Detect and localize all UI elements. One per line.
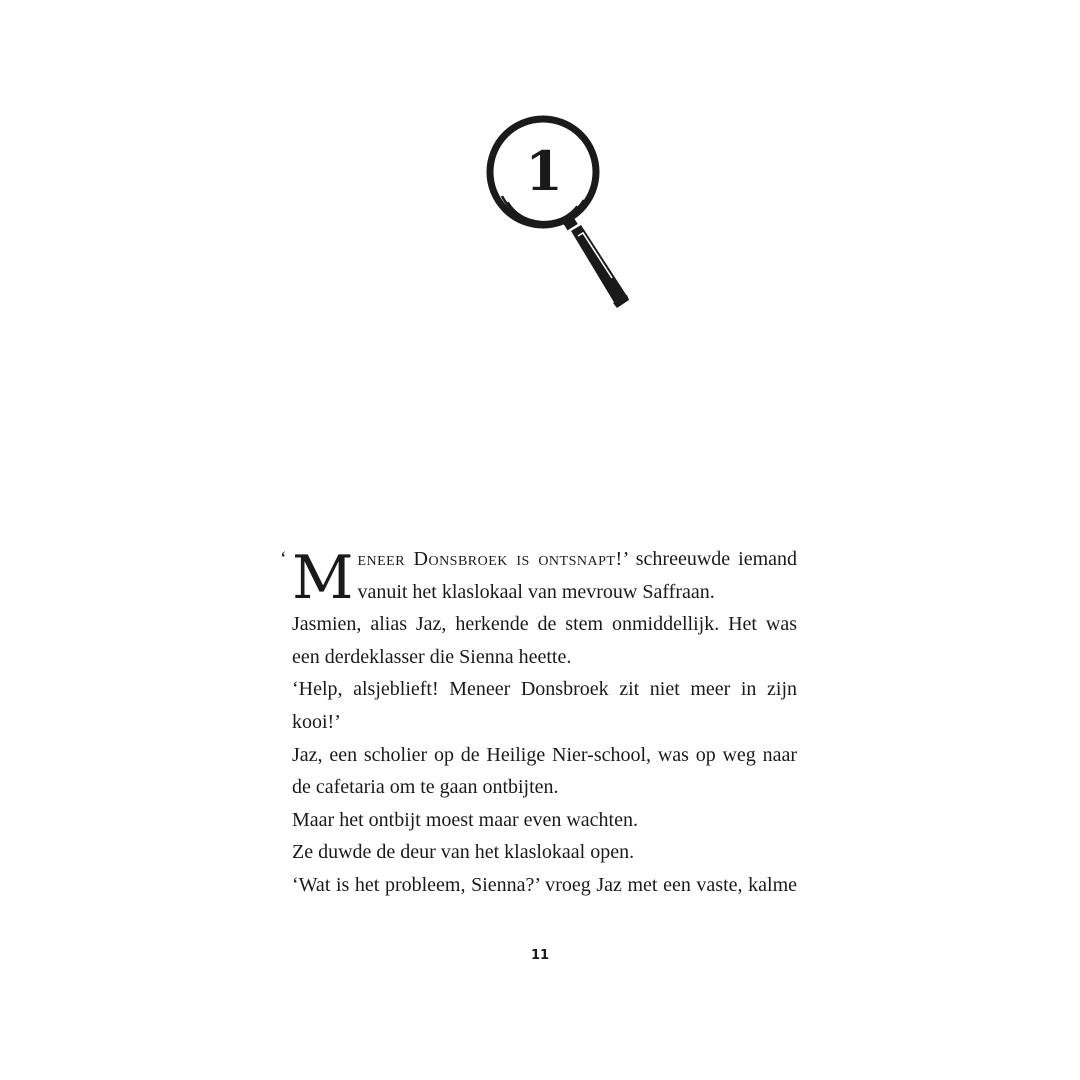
paragraph: ‘Help, alsjeblieft! Meneer Donsbroek zit niet meer in zijn kooi!’ xyxy=(292,678,797,733)
drop-cap: M xyxy=(292,543,354,613)
paragraph: Maar het ontbijt moest maar even wachten. xyxy=(292,808,638,831)
page-number: 11 xyxy=(530,948,550,963)
paragraph: ‘Wat is het probleem, Sienna?’ vroeg Jaz met een vaste, kalme xyxy=(292,873,797,896)
story-text xyxy=(280,543,798,902)
paragraph: Jaz, een scholier op de Heilige Nier-school, was op weg naar de cafetaria om te gaan ontbijten. xyxy=(292,743,797,799)
lead-in-rest: ’ schreeuwde iemand vanuit het klaslokaal van mevrouw Saffraan. xyxy=(357,548,798,603)
opening-quote: ‘ xyxy=(280,548,287,570)
paragraph: Jasmien, alias Jaz, herkende de stem onmiddellijk. Het was een derdeklasser die Sienna heette. xyxy=(292,613,797,668)
paragraph: Ze duwde de deur van het klaslokaal open. xyxy=(292,841,635,864)
lead-in-smallcaps: eneer Donsbroek is ontsnapt! xyxy=(357,548,623,570)
chapter-number: 1 xyxy=(525,139,563,203)
opening-paragraph xyxy=(280,543,798,613)
